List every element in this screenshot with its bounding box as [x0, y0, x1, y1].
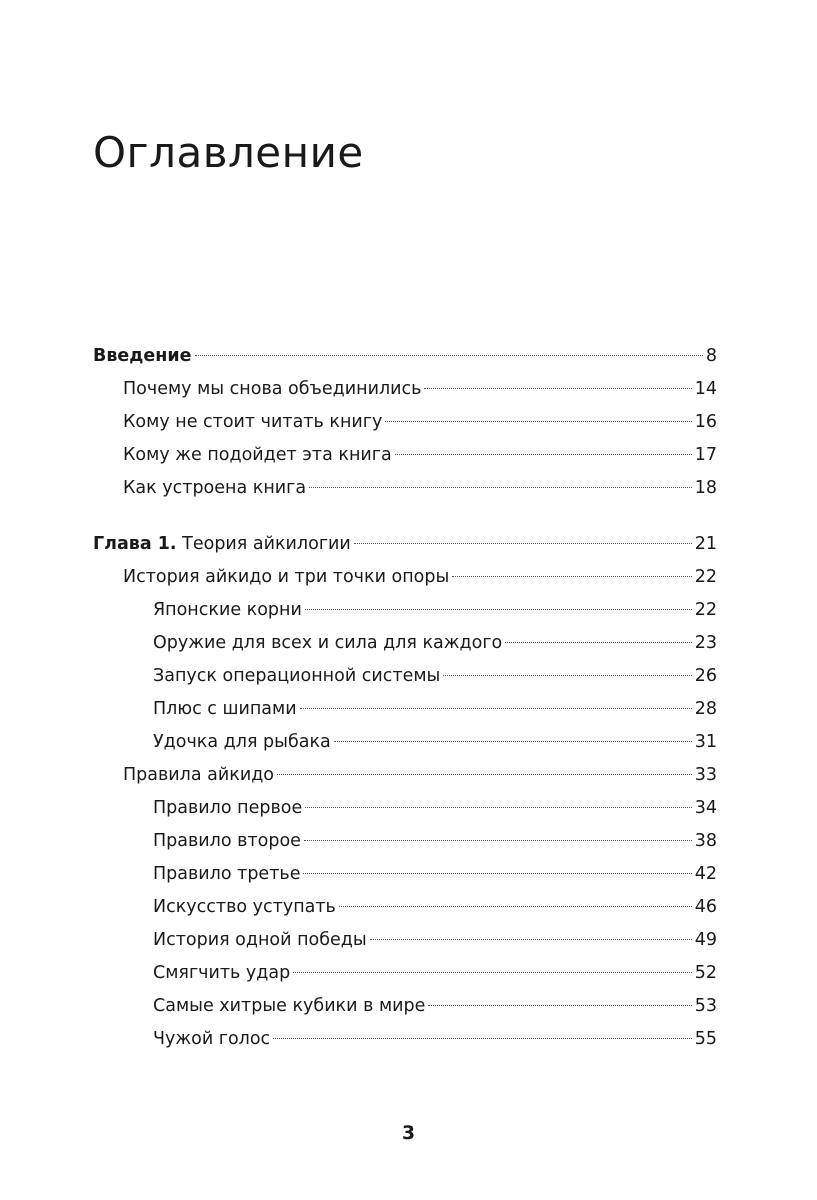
toc-section — [93, 340, 717, 505]
toc-entry-page: 31 — [694, 732, 717, 752]
toc-entry-title — [153, 726, 331, 759]
dot-leader — [304, 840, 692, 841]
toc-entry-title — [123, 439, 392, 472]
dot-leader — [370, 939, 692, 940]
toc-entry-title — [123, 561, 449, 594]
dot-leader — [293, 972, 692, 973]
toc-entry[interactable] — [93, 373, 717, 406]
toc-entry[interactable] — [93, 726, 717, 759]
dot-leader — [334, 741, 692, 742]
dot-leader — [300, 708, 692, 709]
dot-leader — [303, 873, 691, 874]
toc-entry-page: 33 — [694, 765, 717, 785]
toc-entry-title — [153, 1023, 270, 1056]
toc-entry[interactable] — [93, 627, 717, 660]
toc-entry-text: Правила айкидо — [123, 765, 274, 785]
toc-entry-title — [123, 759, 274, 792]
toc-entry-title — [153, 660, 440, 693]
toc-entry-title — [93, 528, 351, 561]
toc-entry[interactable] — [93, 439, 717, 472]
toc-entry-page: 28 — [694, 699, 717, 719]
toc-entry-title — [153, 990, 425, 1023]
toc-entry-title — [153, 858, 300, 891]
toc-entry-page: 42 — [694, 864, 717, 884]
toc-entry[interactable] — [93, 561, 717, 594]
toc-entry-page: 53 — [694, 996, 717, 1016]
toc-entry-title — [153, 825, 301, 858]
dot-leader — [195, 355, 703, 356]
toc-entry[interactable] — [93, 858, 717, 891]
toc-entry[interactable] — [93, 990, 717, 1023]
toc-entry-title — [123, 406, 382, 439]
dot-leader — [339, 906, 692, 907]
dot-leader — [305, 807, 691, 808]
toc-entry-page: 18 — [694, 478, 717, 498]
dot-leader — [277, 774, 692, 775]
toc-entry-text: Японские корни — [153, 600, 302, 620]
toc-entry-text: История айкидо и три точки опоры — [123, 567, 450, 587]
dot-leader — [505, 642, 691, 643]
dot-leader — [424, 388, 691, 389]
toc-entry-text: Правило второе — [153, 831, 301, 851]
toc-entry[interactable] — [93, 594, 717, 627]
toc-entry-page: 52 — [694, 963, 717, 983]
toc-entry-prefix: Введение — [93, 346, 192, 366]
toc-entry-page: 34 — [694, 798, 717, 818]
toc-entry[interactable] — [93, 406, 717, 439]
toc-entry-text: Кому не стоит читать книгу — [123, 412, 383, 432]
toc-entry-title — [153, 627, 502, 660]
toc-entry[interactable] — [93, 924, 717, 957]
toc-entry[interactable] — [93, 891, 717, 924]
toc-entry-title — [153, 693, 297, 726]
toc-entry-text: Правило третье — [153, 864, 301, 884]
toc-entry-page: 21 — [694, 534, 717, 554]
dot-leader — [305, 609, 692, 610]
toc-entry-page: 22 — [694, 567, 717, 587]
toc-entry-title — [123, 472, 306, 505]
toc-entry-text: Как устроена книга — [123, 478, 307, 498]
toc-entry-text: Кому же подойдет эта книга — [123, 445, 392, 465]
dot-leader — [452, 576, 691, 577]
toc-entry[interactable] — [93, 759, 717, 792]
toc-entry-page: 23 — [694, 633, 717, 653]
toc-entry-prefix: Глава 1. — [93, 534, 177, 554]
page-number: 3 — [401, 1122, 416, 1144]
toc-entry-title — [153, 891, 336, 924]
toc-entry-text: Правило первое — [153, 798, 303, 818]
toc-entry[interactable] — [93, 693, 717, 726]
toc-entry-text: Запуск операционной системы — [153, 666, 441, 686]
toc-entry-page: 38 — [694, 831, 717, 851]
toc-entry[interactable] — [93, 472, 717, 505]
toc-entry-page: 8 — [705, 346, 717, 366]
toc-entry-text: Теория айкилогии — [182, 534, 351, 554]
toc-entry-page: 17 — [694, 445, 717, 465]
toc-entry-title — [153, 594, 302, 627]
toc-entry-text: Искусство уступать — [153, 897, 336, 917]
toc-entry-text: Самые хитрые кубики в мире — [153, 996, 426, 1016]
toc-entry[interactable] — [93, 792, 717, 825]
toc-entry-page: 16 — [694, 412, 717, 432]
toc-entry-title — [123, 373, 421, 406]
toc-entry[interactable] — [93, 957, 717, 990]
toc-section — [93, 528, 717, 1056]
toc-entry-title — [153, 792, 302, 825]
toc-entry[interactable] — [93, 528, 717, 561]
toc-entry-text: Удочка для рыбака — [153, 732, 331, 752]
toc-entry-title — [153, 957, 290, 990]
toc-entry[interactable] — [93, 660, 717, 693]
dot-leader — [443, 675, 691, 676]
toc-entry-page: 46 — [694, 897, 717, 917]
toc-entry-text: История одной победы — [153, 930, 367, 950]
dot-leader — [273, 1038, 692, 1039]
toc-entry[interactable] — [93, 825, 717, 858]
dot-leader — [428, 1005, 691, 1006]
dot-leader — [309, 487, 692, 488]
toc-entry[interactable] — [93, 340, 717, 373]
dot-leader — [385, 421, 691, 422]
toc-entry-text: Плюс с шипами — [153, 699, 297, 719]
toc-entry-page: 55 — [694, 1029, 717, 1049]
toc-entry-text: Оружие для всех и сила для каждого — [153, 633, 503, 653]
toc-entry-text: Чужой голос — [153, 1029, 271, 1049]
toc-entry-page: 14 — [694, 379, 717, 399]
toc-entry-title — [153, 924, 367, 957]
toc-entry[interactable] — [93, 1023, 717, 1056]
dot-leader — [354, 543, 692, 544]
toc-entry-text: Смягчить удар — [153, 963, 291, 983]
toc-entry-title — [93, 340, 192, 373]
dot-leader — [395, 454, 692, 455]
toc-entry-page: 22 — [694, 600, 717, 620]
toc-entry-page: 49 — [694, 930, 717, 950]
table-of-contents — [93, 340, 717, 1079]
toc-entry-text: Почему мы снова объединились — [123, 379, 422, 399]
page-title: Оглавление — [93, 128, 364, 177]
toc-entry-page: 26 — [694, 666, 717, 686]
